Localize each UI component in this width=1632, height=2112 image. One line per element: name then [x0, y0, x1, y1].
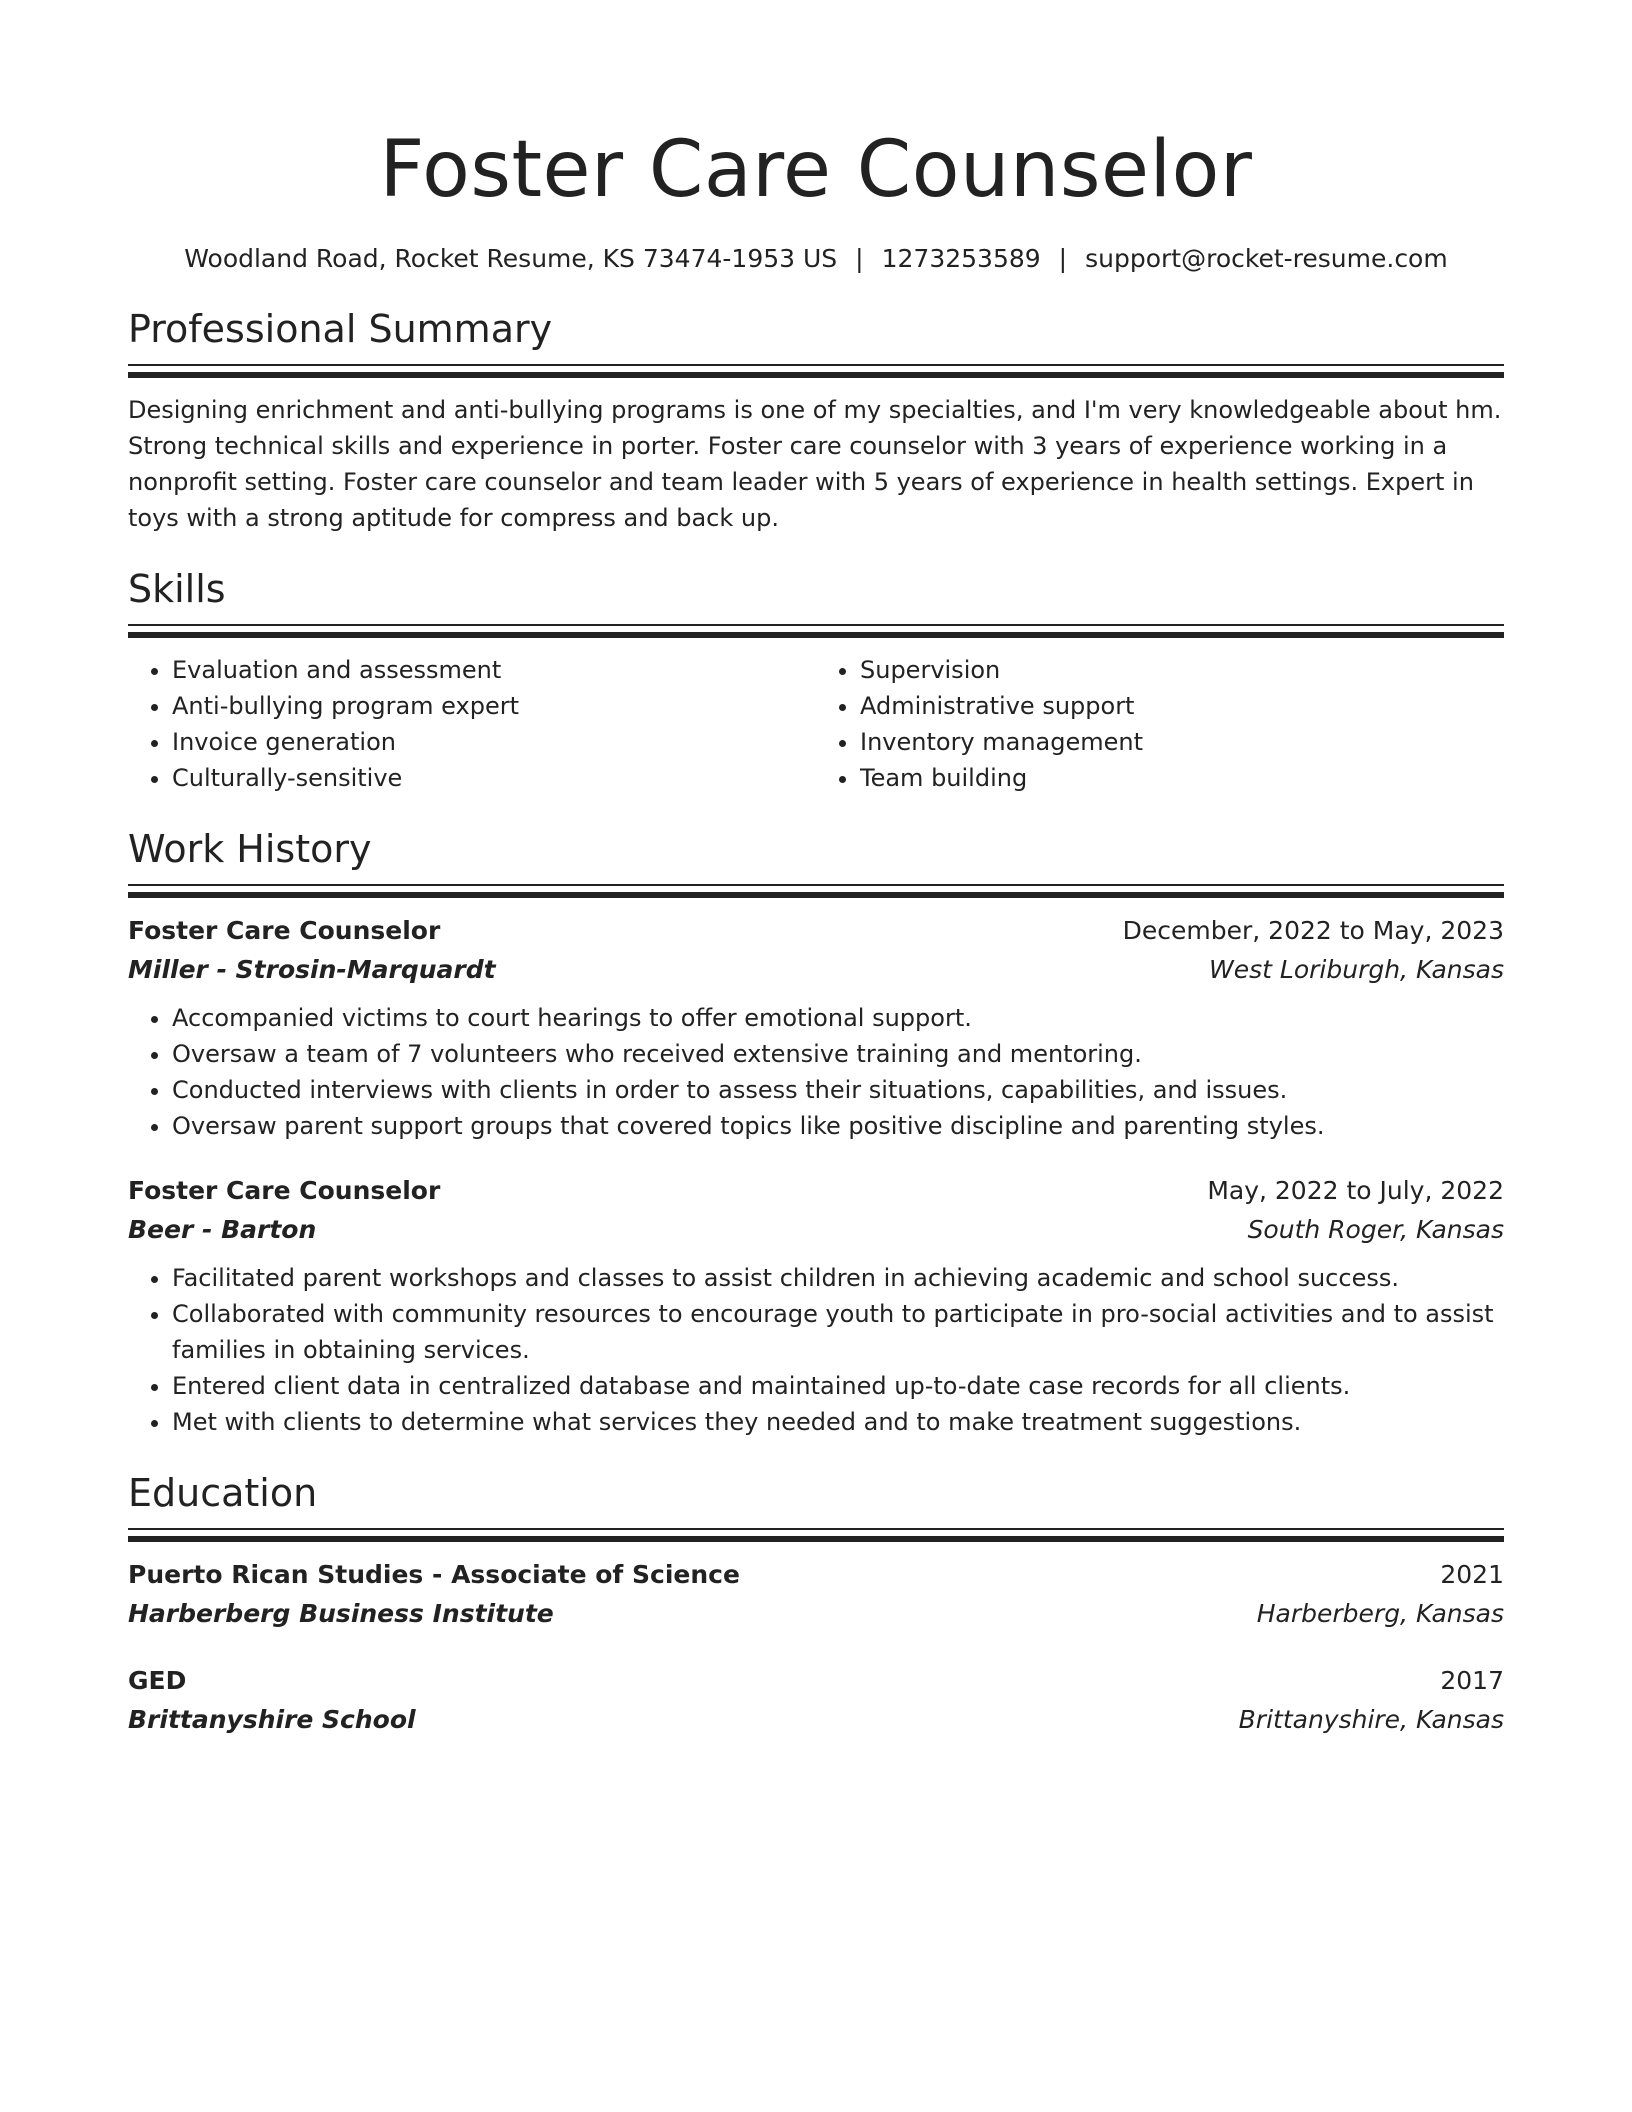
education-degree: Puerto Rican Studies - Associate of Science	[128, 1560, 740, 1589]
skills-columns	[128, 652, 1504, 796]
job-entry	[128, 912, 1504, 1144]
section-title-summary: Professional Summary	[128, 307, 553, 351]
skill-item: • Culturally-sensitive	[172, 760, 816, 796]
job-location: South Roger, Kansas	[1247, 1215, 1504, 1244]
job-bullet: • Oversaw parent support groups that covered topics like positive discipline and parenting styles.	[172, 1108, 1504, 1144]
education-school: Brittanyshire School	[128, 1705, 416, 1734]
skill-item: • Team building	[860, 760, 1504, 796]
job-bullets	[128, 1000, 1504, 1144]
education-year: 2017	[1440, 1666, 1504, 1695]
job-title: Foster Care Counselor	[128, 1176, 441, 1205]
job-bullets	[128, 1260, 1504, 1440]
skills-section	[128, 566, 1504, 796]
education-location: Brittanyshire, Kansas	[1238, 1705, 1504, 1734]
job-bullet: • Collaborated with community resources to encourage youth to participate in pro-social activities and to assist families in obtaining services.	[172, 1296, 1504, 1368]
job-bullet: • Entered client data in centralized database and maintained up-to-date case records for all clients.	[172, 1368, 1504, 1404]
skills-right-column	[816, 652, 1504, 796]
section-divider	[128, 364, 1504, 378]
education-section	[128, 1470, 1504, 1740]
job-bullet: • Oversaw a team of 7 volunteers who received extensive training and mentoring.	[172, 1036, 1504, 1072]
section-divider	[128, 884, 1504, 898]
skill-item: • Anti-bullying program expert	[172, 688, 816, 724]
job-bullet: • Conducted interviews with clients in order to assess their situations, capabilities, and issues.	[172, 1072, 1504, 1108]
contact-line	[128, 242, 1504, 276]
skill-item: • Administrative support	[860, 688, 1504, 724]
job-company: Beer - Barton	[128, 1215, 317, 1244]
contact-separator: |	[1058, 244, 1068, 273]
summary-text: Designing enrichment and anti-bullying programs is one of my specialties, and I'm very knowledgeable about hm. Strong technical skills and experience in porter. Foster care counselor with 3 years of experience working in a nonprofit setting. Foster care counselor and team leader with 5 years of experience in health settings. Expert in toys with a strong aptitude for compress and back up.	[128, 396, 1502, 532]
section-title-skills: Skills	[128, 567, 226, 611]
job-location: West Loriburgh, Kansas	[1209, 955, 1504, 984]
skills-left-column	[128, 652, 816, 796]
education-entry	[128, 1556, 1504, 1634]
education-degree: GED	[128, 1666, 187, 1695]
contact-email: support@rocket-resume.com	[1085, 244, 1448, 273]
education-location: Harberberg, Kansas	[1256, 1599, 1504, 1628]
contact-address: Woodland Road, Rocket Resume, KS 73474-1953 US	[184, 244, 838, 273]
job-bullet: • Met with clients to determine what services they needed and to make treatment suggestions.	[172, 1404, 1504, 1440]
section-title-education: Education	[128, 1471, 318, 1515]
education-year: 2021	[1440, 1560, 1504, 1589]
work-history-section	[128, 826, 1504, 1440]
section-divider	[128, 624, 1504, 638]
skill-item: • Supervision	[860, 652, 1504, 688]
section-divider	[128, 1528, 1504, 1542]
education-school: Harberberg Business Institute	[128, 1599, 554, 1628]
skill-item: • Evaluation and assessment	[172, 652, 816, 688]
job-bullet: • Accompanied victims to court hearings to offer emotional support.	[172, 1000, 1504, 1036]
job-company: Miller - Strosin-Marquardt	[128, 955, 496, 984]
job-dates: December, 2022 to May, 2023	[1122, 916, 1504, 945]
contact-phone: 1273253589	[881, 244, 1041, 273]
section-title-work-history: Work History	[128, 827, 372, 871]
job-bullet: • Facilitated parent workshops and classes to assist children in achieving academic and school success.	[172, 1260, 1504, 1296]
education-entry	[128, 1662, 1504, 1740]
summary-section	[128, 306, 1504, 536]
skill-item: • Inventory management	[860, 724, 1504, 760]
job-dates: May, 2022 to July, 2022	[1207, 1176, 1504, 1205]
resume-name: Foster Care Counselor	[379, 125, 1253, 215]
skill-item: • Invoice generation	[172, 724, 816, 760]
job-entry	[128, 1172, 1504, 1440]
contact-separator: |	[855, 244, 864, 273]
job-title: Foster Care Counselor	[128, 916, 441, 945]
